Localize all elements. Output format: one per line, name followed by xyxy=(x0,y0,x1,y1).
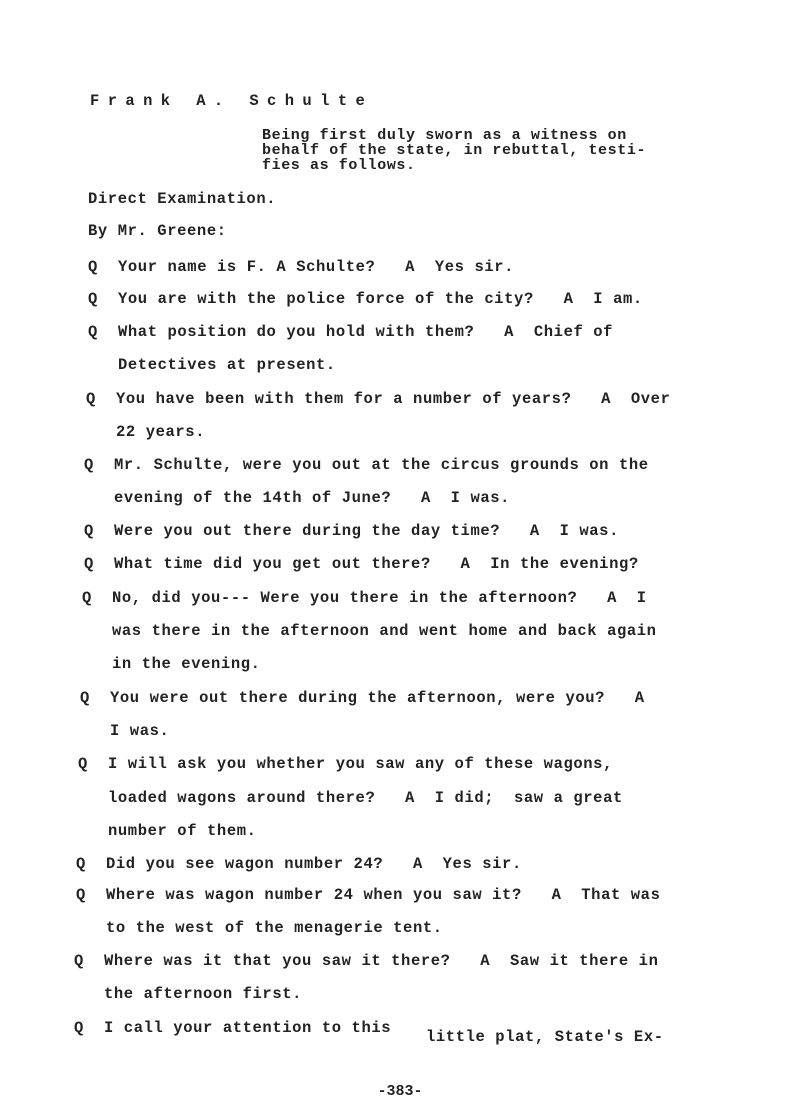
testimony-line: You were out there during the afternoon, were you? A xyxy=(110,689,645,707)
question-label: Q xyxy=(74,952,84,970)
testimony-line: You are with the police force of the city? A I am. xyxy=(118,290,643,308)
testimony-line: I will ask you whether you saw any of these wagons, xyxy=(108,755,613,773)
question-label: Q xyxy=(74,1019,84,1037)
intro-line-2: behalf of the state, in rebuttal, testi- xyxy=(262,142,647,159)
testimony-line: Your name is F. A Schulte? A Yes sir. xyxy=(118,258,515,276)
testimony-line: loaded wagons around there? A I did; saw a great xyxy=(108,789,623,807)
question-label: Q xyxy=(78,755,88,773)
witness-name: Frank A. Schulte xyxy=(90,92,374,110)
intro-line-3: fies as follows. xyxy=(262,157,416,174)
section-heading: Direct Examination. xyxy=(88,190,277,208)
testimony-line: 22 years. xyxy=(116,423,206,441)
testimony-line-trailing: little plat, State's Ex- xyxy=(426,1028,664,1046)
testimony-line: Mr. Schulte, were you out at the circus grounds on the xyxy=(114,456,649,474)
intro-line-1: Being first duly sworn as a witness on xyxy=(262,127,627,144)
testimony-line: I was. xyxy=(110,722,170,740)
page-number: -383- xyxy=(377,1083,423,1100)
question-label: Q xyxy=(82,589,92,607)
testimony-line: Detectives at present. xyxy=(118,356,336,374)
question-label: Q xyxy=(88,258,98,276)
question-label: Q xyxy=(80,689,90,707)
testimony-line: You have been with them for a number of years? A Over xyxy=(116,390,671,408)
testimony-line: Where was wagon number 24 when you saw it? A That was xyxy=(106,886,661,904)
question-label: Q xyxy=(88,290,98,308)
question-label: Q xyxy=(76,886,86,904)
testimony-line: Did you see wagon number 24? A Yes sir. xyxy=(106,855,522,873)
question-label: Q xyxy=(88,323,98,341)
testimony-line: number of them. xyxy=(108,822,257,840)
question-label: Q xyxy=(86,390,96,408)
testimony-line: Were you out there during the day time? A I was. xyxy=(114,522,619,540)
testimony-line: the afternoon first. xyxy=(104,985,303,1003)
question-label: Q xyxy=(84,456,94,474)
testimony-line: What position do you hold with them? A Chief of xyxy=(118,323,614,341)
testimony-line: was there in the afternoon and went home and back again xyxy=(112,622,657,640)
question-label: Q xyxy=(76,855,86,873)
testimony-line: in the evening. xyxy=(112,655,261,673)
testimony-line: No, did you--- Were you there in the afternoon? A I xyxy=(112,589,647,607)
testimony-line: to the west of the menagerie tent. xyxy=(106,919,443,937)
testimony-line: evening of the 14th of June? A I was. xyxy=(114,489,511,507)
testimony-line: What time did you get out there? A In the evening? xyxy=(114,555,639,573)
testimony-line: I call your attention to this xyxy=(104,1019,392,1037)
testimony-line: Where was it that you saw it there? A Saw it there in xyxy=(104,952,659,970)
examiner-line: By Mr. Greene: xyxy=(88,222,227,240)
question-label: Q xyxy=(84,555,94,573)
question-label: Q xyxy=(84,522,94,540)
